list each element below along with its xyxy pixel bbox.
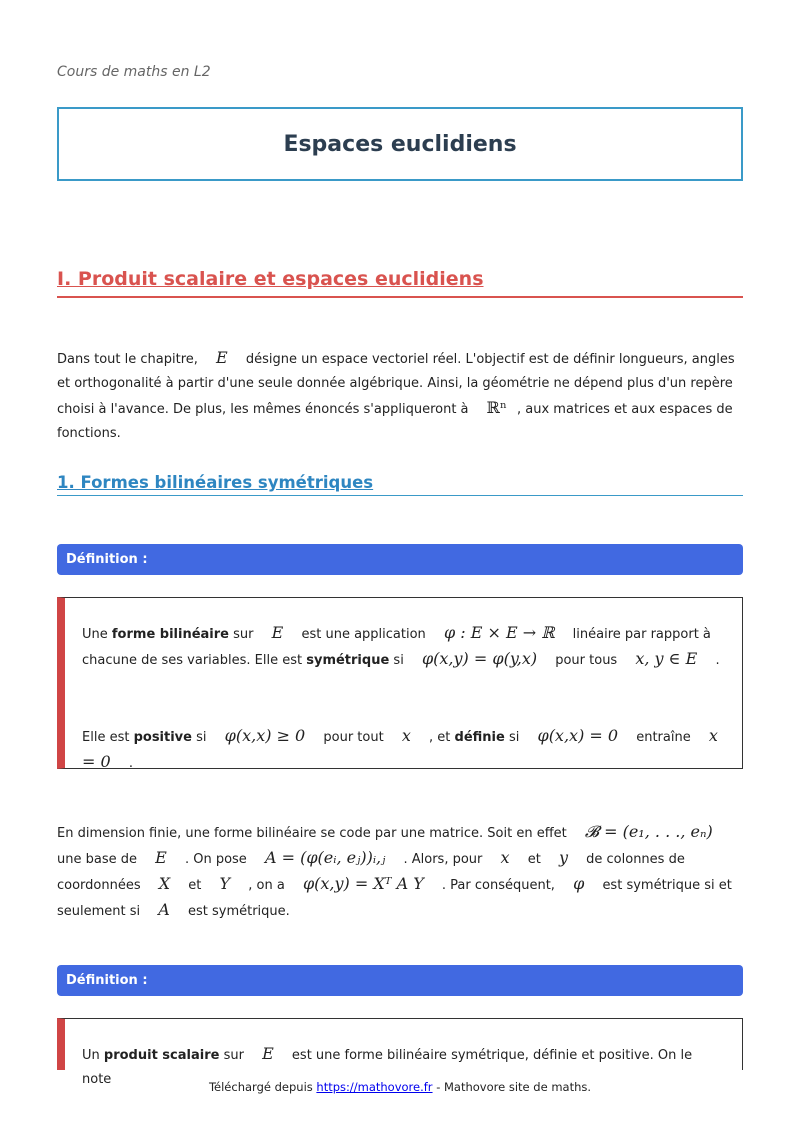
math: φ — [573, 874, 585, 893]
text: En dimension finie, une forme bilinéaire se code par une matrice. Soit en effet — [57, 826, 567, 841]
math: E — [262, 1044, 274, 1063]
math: ℝⁿ — [486, 398, 507, 417]
math: x — [500, 848, 510, 867]
math: x = 0 — [82, 726, 718, 771]
text: si — [196, 730, 207, 745]
definition-box — [57, 597, 743, 769]
math: x, y ∈ E — [635, 649, 698, 668]
definition-paragraph — [82, 724, 725, 776]
math: φ(x,x) = 0 — [537, 726, 619, 745]
math: 𝓑 = (e₁, . . ., eₙ) — [584, 822, 713, 841]
math: φ(x,x) ≥ 0 — [224, 726, 306, 745]
text: , et — [429, 730, 451, 745]
page-footer — [0, 1080, 800, 1094]
text: pour tout — [323, 730, 384, 745]
math: E — [216, 348, 228, 367]
term: positive — [133, 730, 192, 745]
intro-paragraph — [57, 346, 747, 446]
math: E — [271, 623, 284, 642]
text: si — [508, 730, 520, 745]
text: est une forme bilinéaire symétrique, définie et positive. On le note — [82, 1048, 693, 1087]
text: . Alors, pour — [403, 852, 483, 867]
text: pour tous — [555, 653, 618, 668]
math: E — [155, 848, 167, 867]
text: et — [188, 878, 202, 893]
text: Dans tout le chapitre, — [57, 352, 198, 367]
matrix-paragraph — [57, 820, 747, 924]
math: Y — [219, 874, 231, 893]
term: symétrique — [306, 653, 390, 668]
text: est symétrique si et seulement si — [57, 878, 732, 919]
text: . On pose — [184, 852, 247, 867]
text: , aux matrices et aux espaces de fonctions. — [57, 402, 733, 441]
text: sur — [233, 627, 254, 642]
section-title: I. Produit scalaire et espaces euclidiens — [57, 268, 484, 290]
text: Une — [82, 627, 108, 642]
footer-text: Téléchargé depuis — [208, 1080, 313, 1094]
course-label: Cours de maths en L2 — [57, 64, 211, 80]
math: φ : E × E → ℝ — [443, 623, 555, 642]
text: . — [128, 756, 133, 771]
definition-paragraph — [82, 621, 725, 673]
subsection-title: 1. Formes bilinéaires symétriques — [57, 473, 374, 492]
text: est une application — [301, 627, 426, 642]
text: et — [527, 852, 541, 867]
text: est symétrique. — [187, 904, 290, 919]
text: . Par conséquent, — [441, 878, 555, 893]
term: forme bilinéaire — [111, 627, 229, 642]
title-box — [57, 107, 743, 181]
section-heading — [57, 268, 743, 298]
math: X — [158, 874, 171, 893]
math: φ(x,y) = φ(y,x) — [421, 649, 538, 668]
subsection-heading — [57, 473, 743, 496]
math: y — [558, 848, 568, 867]
text: . — [715, 653, 720, 668]
text: Elle est — [82, 730, 130, 745]
definition-header: Définition : — [57, 965, 743, 996]
math: A = (φ(eᵢ, eⱼ))ᵢ,ⱼ — [264, 848, 386, 867]
text: entraîne — [636, 730, 691, 745]
text: linéaire par rapport à chacune de ses variables. Elle est — [82, 627, 711, 668]
definition-header: Définition : — [57, 544, 743, 575]
page-title: Espaces euclidiens — [283, 131, 517, 157]
footer-text: - Mathovore site de maths. — [436, 1080, 592, 1094]
term: produit scalaire — [103, 1048, 220, 1063]
text: désigne un espace vectoriel réel. L'objectif est de définir longueurs, angles et orthogonalité à partir d'une seule donnée algébrique. Ainsi, la géométrie ne dépend plus d'un repère choisi à l'avance. De plus, les mêmes énoncés s'appliqueront à — [57, 352, 735, 417]
math: φ(x,y) = Xᵀ A Y — [302, 874, 424, 893]
term: définie — [454, 730, 505, 745]
math: A — [158, 900, 170, 919]
text: sur — [223, 1048, 244, 1063]
text: Un — [82, 1048, 100, 1063]
text: une base de — [57, 852, 137, 867]
footer-link[interactable]: https://mathovore.fr — [316, 1080, 433, 1094]
text: , on a — [248, 878, 285, 893]
text: de colonnes de coordonnées — [57, 852, 685, 893]
text: si — [393, 653, 404, 668]
math: x — [401, 726, 411, 745]
